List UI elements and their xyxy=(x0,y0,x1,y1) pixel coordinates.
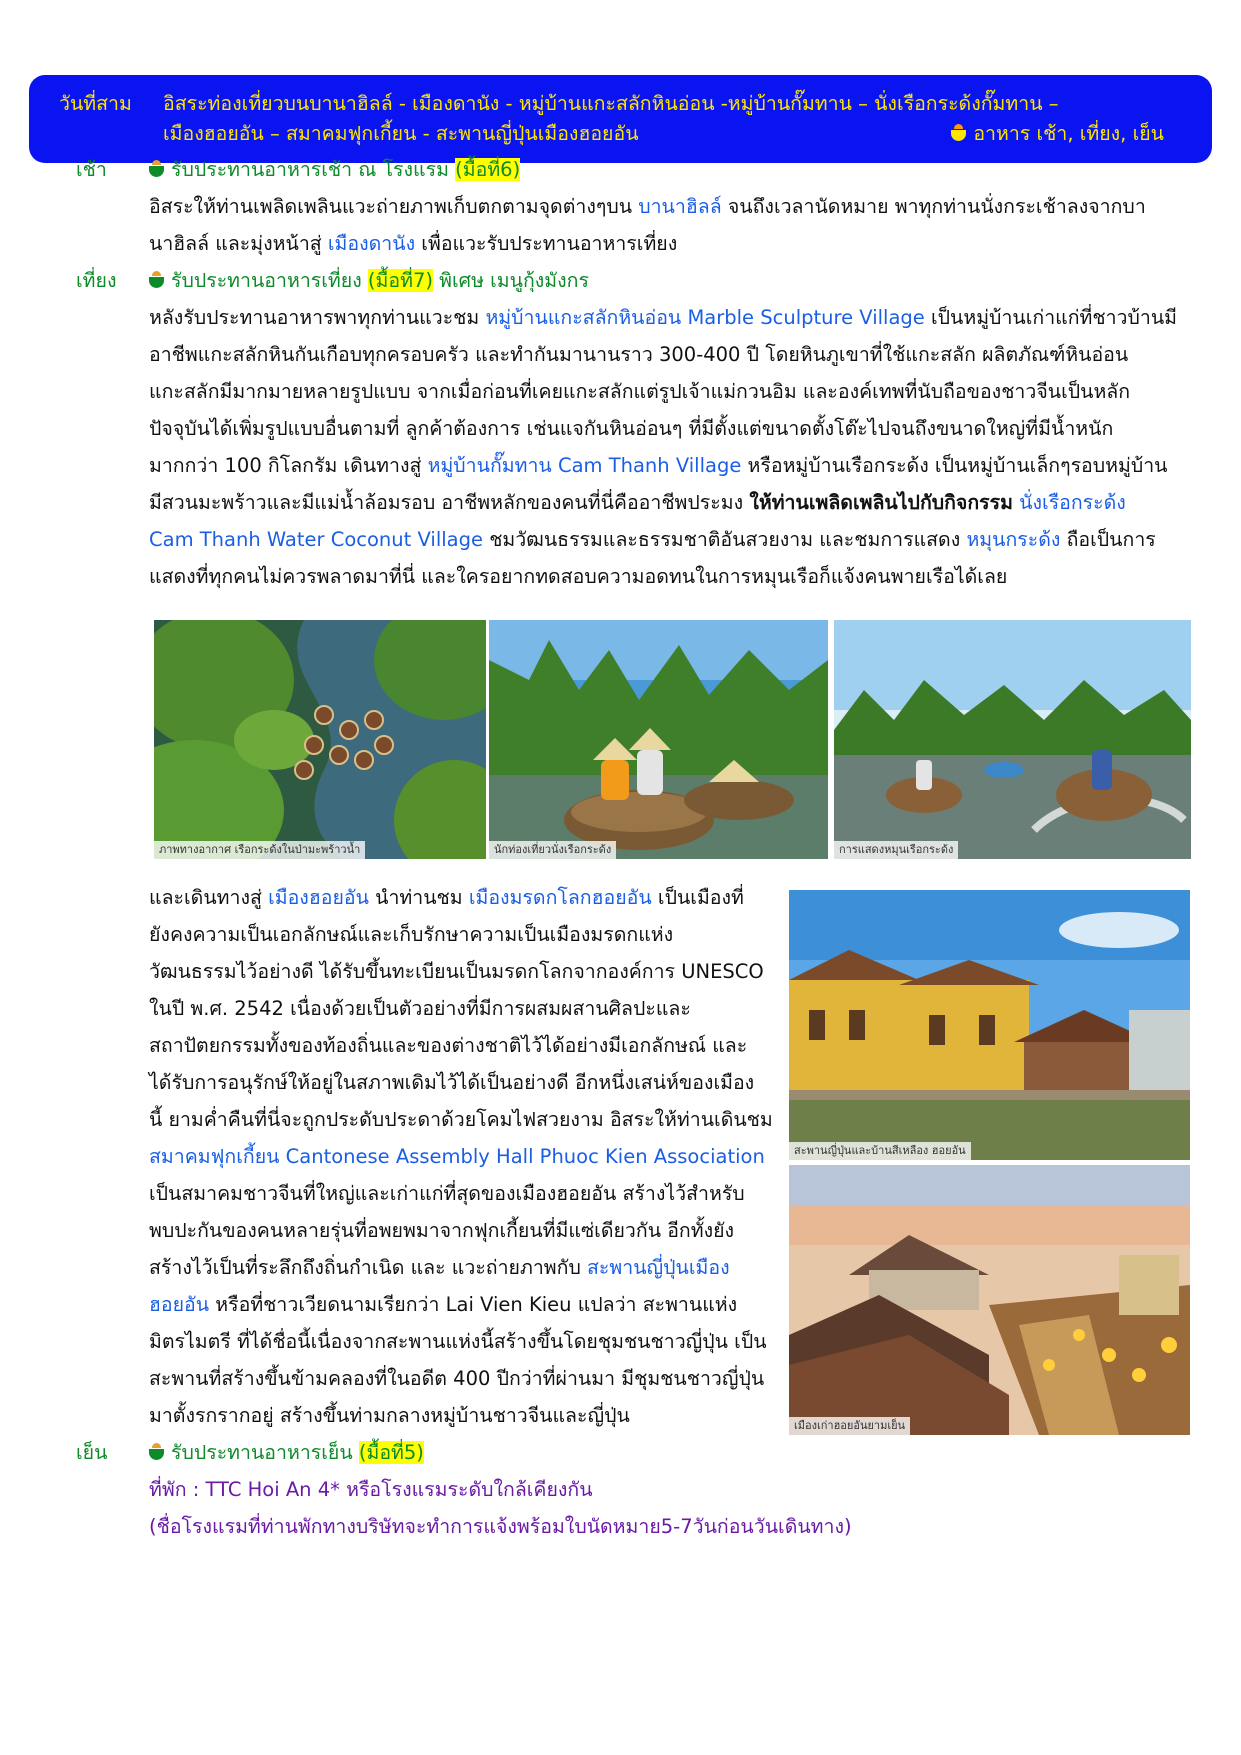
photo-caption: เมืองเก่าฮอยอันยามเย็น xyxy=(789,1417,910,1435)
text: เป็นหมู่บ้านเก่าแก่ที่ชาวบ้านมี xyxy=(924,306,1178,329)
meal-bowl-icon xyxy=(149,277,164,288)
hoian-line-7: นี้ ยามค่ำคืนที่นี่จะถูกประดับประดาด้วยโคมไฟสวยงาม อิสระให้ท่านเดินชม xyxy=(149,1108,773,1131)
photo-spinning-boat-show xyxy=(834,620,1191,859)
morning-line-2 xyxy=(149,225,677,262)
hoian-line-11 xyxy=(149,1249,730,1286)
hotel-info: ที่พัก : TTC Hoi An 4* หรือโรงแรมระดับใกล้เคียงกัน xyxy=(149,1478,593,1501)
phuoc-kien-link[interactable]: สมาคมฟุกเกี้ยน Cantonese Assembly Hall Phuoc Kien Association xyxy=(149,1145,765,1168)
coconut-village-link[interactable]: Cam Thanh Water Coconut Village xyxy=(149,528,483,551)
noon-label: เที่ยง xyxy=(76,269,117,292)
da-nang-link[interactable]: เมืองดานัง xyxy=(327,232,416,255)
text: มากกว่า 100 กิโลกรัม เดินทางสู่ xyxy=(149,454,428,477)
day-title: วันที่สาม xyxy=(59,92,132,115)
noon-line-8: แสดงที่ทุกคนไม่ควรพลาดมาที่นี่ และใครอยากทดสอบความอดทนในการหมุนเรือก็แจ้งคนพายเรือได้เลย xyxy=(149,565,1008,588)
ba-na-hills-link[interactable]: บานาฮิลล์ xyxy=(638,195,722,218)
noon-line-4: ปัจจุบันได้เพิ่มรูปแบบอื่นตามที่ ลูกค้าต้องการ เช่นแจกันหินอ่อนๆ ที่มีตั้งแต่ขนาดตั้งโต๊ะไปจนถึงขนาดใหญ่ที่มีน้ำหนัก xyxy=(149,417,1114,440)
noon-line-5 xyxy=(149,447,1168,484)
morning-meal-text: รับประทานอาหารเช้า ณ โรงแรม xyxy=(171,158,449,181)
basket-boat-link[interactable]: นั่งเรือกระด้ง xyxy=(1019,491,1126,514)
text: และเดินทางสู่ xyxy=(149,886,269,909)
marble-village-link[interactable]: หมู่บ้านแกะสลักหินอ่อน Marble Sculpture Village xyxy=(485,306,925,329)
photo-caption: ภาพทางอากาศ เรือกระด้งในป่ามะพร้าวน้ำ xyxy=(154,841,365,859)
route-line-2: เมืองฮอยอัน – สมาคมฟุกเกี้ยน - สะพานญี่ปุ่นเมืองฮอยอัน xyxy=(163,122,639,145)
evening-meal-text: รับประทานอาหารเย็น xyxy=(171,1441,353,1464)
evening-meal-number: (มื้อที่5) xyxy=(358,1441,424,1464)
text: เป็นเมืองที่ xyxy=(651,886,744,909)
hoian-line-13: มิตรไมตรี ที่ได้ชื่อนี้เนื่องจากสะพานแห่งนี้สร้างขึ้นโดยชุมชนชาวญี่ปุ่น เป็น xyxy=(149,1330,767,1353)
hoian-line-4: ในปี พ.ศ. 2542 เนื่องด้วยเป็นตัวอย่างที่มีการผสมผสานศิลปะและ xyxy=(149,997,691,1020)
hoian-line-14: สะพานที่สร้างขึ้นข้ามคลองที่ในอดีต 400 ปีกว่าที่ผ่านมา มีชุมชนชาวญี่ปุ่น xyxy=(149,1367,765,1390)
text: ถือเป็นการ xyxy=(1060,528,1156,551)
hoian-line-5: สถาปัตยกรรมทั้งของท้องถิ่นและของต่างชาติไว้ได้อย่างมีเอกลักษณ์ และ xyxy=(149,1034,748,1057)
text: นาฮิลล์ และมุ่งหน้าสู่ xyxy=(149,232,328,255)
text: หรือหมู่บ้านเรือกระด้ง เป็นหมู่บ้านเล็กๆรอบหมู่บ้าน xyxy=(741,454,1168,477)
photo-hoi-an-old-town xyxy=(789,1165,1190,1435)
route-line-1: อิสระท่องเที่ยวบนบานาฮิลล์ - เมืองดานัง - หมู่บ้านแกะสลักหินอ่อน -หมู่บ้านกั๊มทาน – นั่งเรือกระด้งกั๊มทาน – xyxy=(163,92,1059,115)
morning-line-1 xyxy=(149,188,1146,225)
text: อิสระให้ท่านเพลิดเพลินแวะถ่ายภาพเก็บตกตามจุดต่างๆบน xyxy=(149,195,639,218)
hoian-line-9: เป็นสมาคมชาวจีนที่ใหญ่และเก่าแก่ที่สุดของเมืองฮอยอัน สร้างไว้สำหรับ xyxy=(149,1182,745,1205)
text: หรือที่ชาวเวียดนามเรียกว่า Lai Vien Kieu แปลว่า สะพานแห่ง xyxy=(209,1293,738,1316)
hoian-line-10: พบปะกันของคนหลายรุ่นที่อพยพมาจากฟุกเกี้ยนที่มีแซ่เดียวกัน อีกทั้งยัง xyxy=(149,1219,735,1242)
evening-meal xyxy=(149,1434,424,1471)
text: หลังรับประทานอาหารพาทุกท่านแวะชม xyxy=(149,306,486,329)
noon-line-2: อาชีพแกะสลักหินกันเกือบทุกครอบครัว และทำกันมานานราว 300-400 ปี โดยหินภูเขาที่ใช้แกะสลัก ผลิตภัณฑ์หินอ่อน xyxy=(149,343,1129,366)
noon-line-6 xyxy=(149,484,1126,521)
text: มีสวนมะพร้าวและมีแม่น้ำล้อมรอบ อาชีพหลักของคนที่นี่คืออาชีพประมง xyxy=(149,491,750,514)
bold-text: ให้ท่านเพลิดเพลินไปกับกิจกรรม xyxy=(749,491,1013,514)
noon-meal-text: รับประทานอาหารเที่ยง xyxy=(171,269,362,292)
hoi-an-link[interactable]: เมืองฮอยอัน xyxy=(268,886,369,909)
hoian-line-15: มาตั้งรกรากอยู่ สร้างขึ้นท่ามกลางหมู่บ้านชาวจีนและญี่ปุ่น xyxy=(149,1404,630,1427)
hoi-an-heritage-link[interactable]: เมืองมรดกโลกฮอยอัน xyxy=(468,886,652,909)
photo-basket-boat-tourists xyxy=(489,620,828,859)
noon-line-7 xyxy=(149,521,1156,558)
hoian-line-2: ยังคงความเป็นเอกลักษณ์และเก็บรักษาความเป็นเมืองมรดกแห่ง xyxy=(149,923,674,946)
hoian-line-3: วัฒนธรรมไว้อย่างดี ได้รับขึ้นทะเบียนเป็นมรดกโลกจากองค์การ UNESCO xyxy=(149,960,764,983)
day-header-banner xyxy=(29,75,1212,163)
photo-hoi-an-bridge xyxy=(789,890,1190,1160)
meal-bowl-icon xyxy=(951,130,966,141)
hotel-note: (ชื่อโรงแรมที่ท่านพักทางบริษัทจะทำการแจ้งพร้อมใบนัดหมาย5-7วันก่อนวันเดินทาง) xyxy=(149,1515,852,1538)
morning-meal xyxy=(149,151,520,188)
meal-bowl-icon xyxy=(149,1449,164,1460)
hoian-line-12 xyxy=(149,1286,737,1323)
evening-label: เย็น xyxy=(76,1441,108,1464)
text: ชมวัฒนธรรมและธรรมชาติอันสวยงาม และชมการแสดง xyxy=(483,528,967,551)
hoian-line-6: ได้รับการอนุรักษ์ให้อยู่ในสภาพเดิมไว้ได้เป็นอย่างดี อีกหนึ่งเสน่ห์ของเมือง xyxy=(149,1071,755,1094)
text: นำท่านชม xyxy=(368,886,469,909)
morning-label: เช้า xyxy=(76,158,107,181)
text: จนถึงเวลานัดหมาย พาทุกท่านนั่งกระเช้าลงจากบา xyxy=(721,195,1146,218)
meal-bowl-icon xyxy=(149,166,164,177)
cam-thanh-link[interactable]: หมู่บ้านกั๊มทาน Cam Thanh Village xyxy=(427,454,742,477)
noon-meal-special: พิเศษ เมนูกุ้งมังกร xyxy=(432,269,589,292)
photo-caption: สะพานญี่ปุ่นและบ้านสีเหลือง ฮอยอัน xyxy=(789,1142,971,1160)
meals-summary-text: อาหาร เช้า, เที่ยง, เย็น xyxy=(973,122,1164,145)
text: เพื่อแวะรับประทานอาหารเที่ยง xyxy=(415,232,678,255)
hoian-line-1 xyxy=(149,879,744,916)
spinning-boat-link[interactable]: หมุนกระด้ง xyxy=(966,528,1061,551)
text: สร้างไว้เป็นที่ระลึกถึงถิ่นกำเนิด และ แวะถ่ายภาพกับ xyxy=(149,1256,588,1279)
noon-meal xyxy=(149,262,589,299)
photo-caption: การแสดงหมุนเรือกระด้ง xyxy=(834,841,958,859)
japanese-bridge-link[interactable]: สะพานญี่ปุ่นเมือง xyxy=(587,1256,730,1279)
photo-caption: นักท่องเที่ยวนั่งเรือกระด้ง xyxy=(489,841,616,859)
photo-coconut-forest-aerial xyxy=(154,620,486,859)
meals-summary xyxy=(951,119,1164,149)
japanese-bridge-link-cont[interactable]: ฮอยอัน xyxy=(149,1293,210,1316)
morning-meal-number: (มื้อที่6) xyxy=(455,158,521,181)
noon-line-1 xyxy=(149,299,1177,336)
noon-line-3: แกะสลักมีมากมายหลายรูปแบบ จากเมื่อก่อนที่เคยแกะสลักแต่รูปเจ้าแม่กวนอิม และองค์เทพที่นับถือของชาวจีนเป็นหลัก xyxy=(149,380,1131,403)
noon-meal-number: (มื้อที่7) xyxy=(367,269,433,292)
